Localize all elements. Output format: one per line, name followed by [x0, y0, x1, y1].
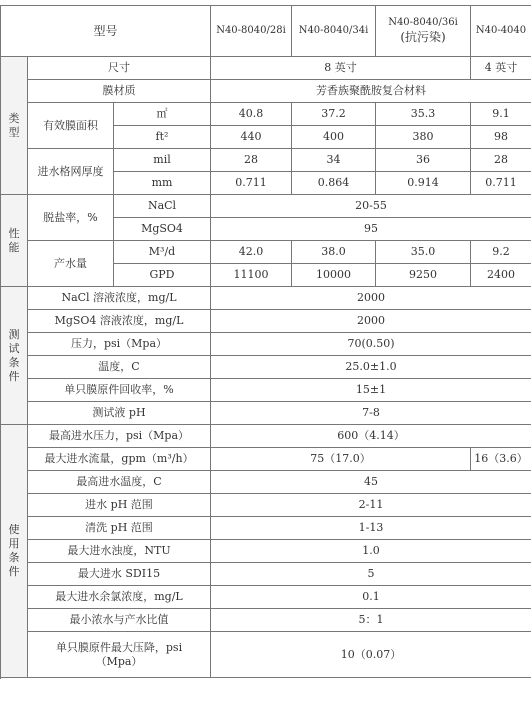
spacer-mil-28i: 28: [211, 149, 292, 172]
spacer-mil-34i: 34: [292, 149, 376, 172]
usage-value: 1-13: [211, 517, 531, 540]
model-34i: N40-8040/34i: [292, 6, 376, 57]
test-row: [1, 379, 531, 402]
spacer-unit-mm: mm: [114, 172, 211, 195]
test-value: 2000: [211, 287, 531, 310]
max-pressure-value: 600（4.14）: [211, 425, 531, 448]
usage-label: 进水 pH 范围: [28, 494, 211, 517]
test-value: 25.0±1.0: [211, 356, 531, 379]
rejection-unit-mgso4: MgSO4: [114, 218, 211, 241]
usage-row: [1, 517, 531, 540]
category-test-char4: 件: [8, 369, 20, 383]
model-36i-name: N40-8040/36i: [388, 17, 458, 28]
usage-label: 清洗 pH 范围: [28, 517, 211, 540]
area-m2-36i: 35.3: [376, 103, 471, 126]
spec-table: [0, 5, 531, 678]
usage-row: [1, 586, 531, 609]
flow-m3d-36i: 35.0: [376, 241, 471, 264]
max-flow-label: 最大进水流量，gpm（m³/h）: [28, 448, 211, 471]
usage-label: 最大进水浊度，NTU: [28, 540, 211, 563]
area-m2-28i: 40.8: [211, 103, 292, 126]
usage-value: 45: [211, 471, 531, 494]
max-flow-row: [1, 448, 531, 471]
model-28i: N40-8040/28i: [211, 6, 292, 57]
usage-row: [1, 494, 531, 517]
flow-m3d-34i: 38.0: [292, 241, 376, 264]
test-label: 压力，psi（Mpa）: [28, 333, 211, 356]
header-row: [1, 6, 531, 57]
flow-gpd-34i: 10000: [292, 264, 376, 287]
rejection-label: 脱盐率，%: [28, 195, 114, 241]
rejection-row-1: [1, 195, 531, 218]
test-value: 15±1: [211, 379, 531, 402]
size-label: 尺寸: [28, 57, 211, 80]
test-row: [1, 310, 531, 333]
usage-value: 2-11: [211, 494, 531, 517]
model-36i-note: (抗污染): [400, 30, 446, 44]
category-type: [1, 57, 28, 195]
spacer-mil-36i: 36: [376, 149, 471, 172]
max-flow-4inch: 16（3.6）: [471, 448, 531, 471]
size-8inch: 8 英寸: [211, 57, 471, 80]
flow-row-1: [1, 241, 531, 264]
model-36i: [376, 6, 471, 57]
size-row: [1, 57, 531, 80]
category-test: [1, 287, 28, 425]
pressure-drop-row: [1, 632, 531, 678]
spacer-row-1: [1, 149, 531, 172]
max-pressure-label: 最高进水压力，psi（Mpa）: [28, 425, 211, 448]
usage-value: 1.0: [211, 540, 531, 563]
pressure-drop-value: 10（0.07）: [211, 632, 531, 678]
model-4040: N40-4040: [471, 6, 531, 57]
area-m2-4040: 9.1: [471, 103, 531, 126]
test-row: [1, 402, 531, 425]
flow-label: 产水量: [28, 241, 114, 287]
flow-unit-gpd: GPD: [114, 264, 211, 287]
category-usage-char3: 条: [8, 551, 20, 564]
usage-value: 5：1: [211, 609, 531, 632]
spacer-label: 进水格网厚度: [28, 149, 114, 195]
pressure-drop-label-line2: （Mpa）: [95, 654, 143, 668]
category-performance: [1, 195, 28, 287]
test-label: 测试液 pH: [28, 402, 211, 425]
flow-gpd-4040: 2400: [471, 264, 531, 287]
size-4inch: 4 英寸: [471, 57, 531, 80]
spacer-mm-36i: 0.914: [376, 172, 471, 195]
usage-value: 0.1: [211, 586, 531, 609]
test-label: 单只膜原件回收率，%: [28, 379, 211, 402]
rejection-mgso4-value: 95: [211, 218, 531, 241]
area-unit-ft2: ft²: [114, 126, 211, 149]
flow-m3d-28i: 42.0: [211, 241, 292, 264]
model-header: 型号: [1, 6, 211, 57]
usage-label: 最小浓水与产水比值: [28, 609, 211, 632]
test-row: [1, 333, 531, 356]
flow-gpd-36i: 9250: [376, 264, 471, 287]
material-value: 芳香族聚酰胺复合材料: [211, 80, 531, 103]
category-usage-char4: 件: [8, 565, 20, 578]
max-flow-8inch: 75（17.0）: [211, 448, 471, 471]
test-value: 70(0.50): [211, 333, 531, 356]
pressure-drop-label: [28, 632, 211, 678]
area-label: 有效膜面积: [28, 103, 114, 149]
spacer-mm-28i: 0.711: [211, 172, 292, 195]
test-row: [1, 356, 531, 379]
test-label: 温度，C: [28, 356, 211, 379]
category-test-char2: 试: [8, 341, 20, 355]
area-unit-m2: ㎡: [114, 103, 211, 126]
usage-label: 最大进水余氯浓度，mg/L: [28, 586, 211, 609]
category-test-char3: 条: [8, 355, 20, 369]
flow-m3d-4040: 9.2: [471, 241, 531, 264]
flow-unit-m3d: M³/d: [114, 241, 211, 264]
rejection-nacl-value: 20-55: [211, 195, 531, 218]
area-m2-34i: 37.2: [292, 103, 376, 126]
test-label: NaCl 溶液浓度，mg/L: [28, 287, 211, 310]
flow-gpd-28i: 11100: [211, 264, 292, 287]
area-row-1: [1, 103, 531, 126]
area-ft2-36i: 380: [376, 126, 471, 149]
rejection-unit-nacl: NaCl: [114, 195, 211, 218]
usage-label: 最高进水温度，C: [28, 471, 211, 494]
usage-value: 5: [211, 563, 531, 586]
test-label: MgSO4 溶液浓度，mg/L: [28, 310, 211, 333]
category-performance-char2: 能: [8, 240, 20, 254]
spacer-mil-4040: 28: [471, 149, 531, 172]
spacer-unit-mil: mil: [114, 149, 211, 172]
category-test-char1: 测: [8, 327, 20, 341]
max-pressure-row: [1, 425, 531, 448]
test-value: 2000: [211, 310, 531, 333]
pressure-drop-label-line1: 单只膜原件最大压降，psi: [55, 640, 183, 654]
category-usage-char1: 使: [8, 523, 20, 536]
area-ft2-34i: 400: [292, 126, 376, 149]
test-row: [1, 287, 531, 310]
category-type-char1: 类: [8, 111, 20, 125]
material-label: 膜材质: [28, 80, 211, 103]
category-usage-char2: 用: [8, 537, 20, 550]
usage-label: 最大进水 SDI15: [28, 563, 211, 586]
usage-row: [1, 471, 531, 494]
spacer-mm-4040: 0.711: [471, 172, 531, 195]
usage-row: [1, 540, 531, 563]
spacer-mm-34i: 0.864: [292, 172, 376, 195]
test-value: 7-8: [211, 402, 531, 425]
category-performance-char1: 性: [8, 226, 20, 240]
usage-row: [1, 609, 531, 632]
category-usage: [1, 425, 28, 678]
area-ft2-28i: 440: [211, 126, 292, 149]
usage-row: [1, 563, 531, 586]
area-ft2-4040: 98: [471, 126, 531, 149]
material-row: [1, 80, 531, 103]
category-type-char2: 型: [8, 125, 20, 139]
